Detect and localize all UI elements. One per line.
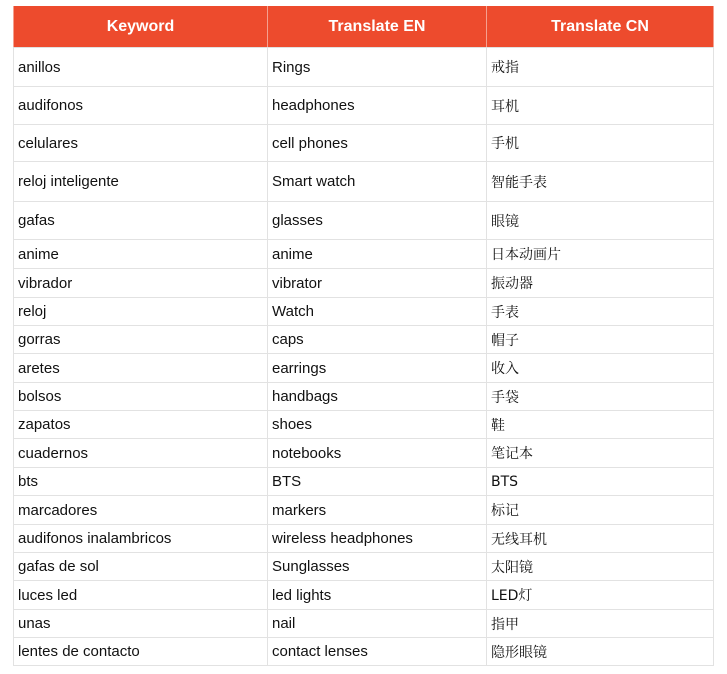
cell-translate-en: Sunglasses xyxy=(268,553,487,581)
header-keyword: Keyword xyxy=(14,6,268,48)
table-row xyxy=(14,240,714,269)
table-row xyxy=(14,298,714,326)
cell-translate-cn: 日本动画片 xyxy=(487,240,714,269)
cell-translate-en: wireless headphones xyxy=(268,525,487,553)
cell-translate-en: caps xyxy=(268,326,487,354)
header-translate-cn: Translate CN xyxy=(487,6,714,48)
table-row xyxy=(14,125,714,162)
cell-translate-cn: 眼镜 xyxy=(487,202,714,240)
table-row xyxy=(14,439,714,468)
cell-translate-cn: 帽子 xyxy=(487,326,714,354)
table-row xyxy=(14,354,714,383)
cell-translate-cn: 手袋 xyxy=(487,383,714,411)
cell-translate-cn: 耳机 xyxy=(487,87,714,125)
cell-keyword: luces led xyxy=(14,581,268,610)
table-row xyxy=(14,496,714,525)
cell-keyword: reloj inteligente xyxy=(14,162,268,202)
cell-keyword: cuadernos xyxy=(14,439,268,468)
cell-keyword: bolsos xyxy=(14,383,268,411)
table-row xyxy=(14,638,714,666)
cell-translate-en: contact lenses xyxy=(268,638,487,666)
header-translate-en: Translate EN xyxy=(268,6,487,48)
table-row xyxy=(14,553,714,581)
cell-keyword: gafas de sol xyxy=(14,553,268,581)
cell-translate-cn: 收入 xyxy=(487,354,714,383)
cell-translate-cn: 太阳镜 xyxy=(487,553,714,581)
cell-translate-en: headphones xyxy=(268,87,487,125)
keyword-translation-table xyxy=(13,6,714,666)
cell-translate-cn: BTS xyxy=(487,468,714,496)
cell-translate-en: BTS xyxy=(268,468,487,496)
cell-keyword: anillos xyxy=(14,48,268,87)
table-row xyxy=(14,162,714,202)
cell-keyword: marcadores xyxy=(14,496,268,525)
cell-translate-en: Rings xyxy=(268,48,487,87)
cell-keyword: reloj xyxy=(14,298,268,326)
cell-translate-en: shoes xyxy=(268,411,487,439)
cell-keyword: zapatos xyxy=(14,411,268,439)
cell-translate-en: anime xyxy=(268,240,487,269)
cell-translate-en: cell phones xyxy=(268,125,487,162)
table-row xyxy=(14,411,714,439)
cell-translate-cn: 隐形眼镜 xyxy=(487,638,714,666)
table-row xyxy=(14,202,714,240)
cell-keyword: celulares xyxy=(14,125,268,162)
cell-keyword: unas xyxy=(14,610,268,638)
cell-translate-en: Smart watch xyxy=(268,162,487,202)
cell-translate-en: vibrator xyxy=(268,269,487,298)
table-row xyxy=(14,525,714,553)
cell-translate-cn: 无线耳机 xyxy=(487,525,714,553)
cell-translate-en: nail xyxy=(268,610,487,638)
table-row xyxy=(14,87,714,125)
cell-translate-en: markers xyxy=(268,496,487,525)
cell-translate-cn: 戒指 xyxy=(487,48,714,87)
cell-translate-cn: LED灯 xyxy=(487,581,714,610)
cell-translate-en: led lights xyxy=(268,581,487,610)
cell-translate-cn: 笔记本 xyxy=(487,439,714,468)
cell-keyword: gafas xyxy=(14,202,268,240)
cell-translate-cn: 振动器 xyxy=(487,269,714,298)
cell-keyword: anime xyxy=(14,240,268,269)
table-row xyxy=(14,610,714,638)
cell-translate-en: notebooks xyxy=(268,439,487,468)
cell-translate-cn: 手表 xyxy=(487,298,714,326)
table-row xyxy=(14,48,714,87)
table-row xyxy=(14,581,714,610)
cell-translate-en: glasses xyxy=(268,202,487,240)
cell-keyword: gorras xyxy=(14,326,268,354)
table-row xyxy=(14,269,714,298)
table-row xyxy=(14,326,714,354)
table-row xyxy=(14,468,714,496)
cell-keyword: audifonos xyxy=(14,87,268,125)
cell-keyword: bts xyxy=(14,468,268,496)
cell-translate-cn: 智能手表 xyxy=(487,162,714,202)
cell-translate-cn: 鞋 xyxy=(487,411,714,439)
cell-translate-en: Watch xyxy=(268,298,487,326)
cell-translate-cn: 手机 xyxy=(487,125,714,162)
cell-translate-en: handbags xyxy=(268,383,487,411)
cell-translate-cn: 标记 xyxy=(487,496,714,525)
cell-keyword: aretes xyxy=(14,354,268,383)
table-row xyxy=(14,383,714,411)
cell-translate-en: earrings xyxy=(268,354,487,383)
table-body xyxy=(14,48,714,666)
cell-keyword: lentes de contacto xyxy=(14,638,268,666)
cell-keyword: vibrador xyxy=(14,269,268,298)
table-header-row xyxy=(14,6,714,48)
cell-keyword: audifonos inalambricos xyxy=(14,525,268,553)
cell-translate-cn: 指甲 xyxy=(487,610,714,638)
